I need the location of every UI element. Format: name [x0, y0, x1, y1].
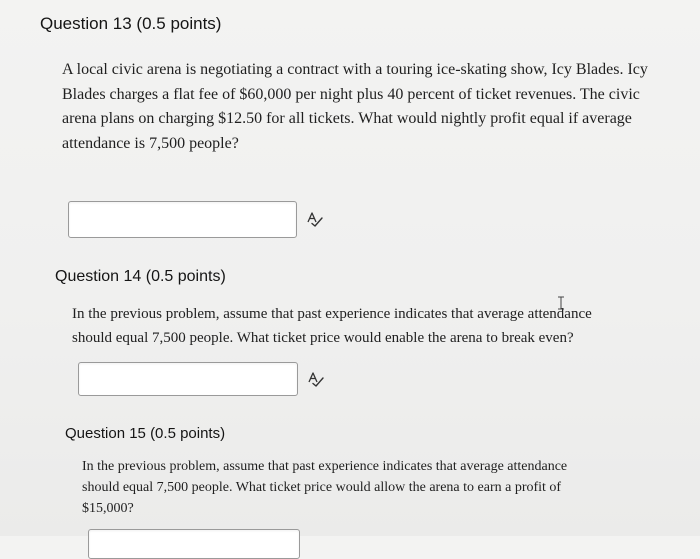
question-13-answer-input[interactable] — [68, 201, 297, 238]
question-text-line: In the previous problem, assume that past experience indicates that average attendance — [72, 306, 592, 322]
question-13-heading — [40, 14, 221, 34]
question-15-answer-input[interactable] — [88, 529, 300, 559]
question-points: (0.5 points) — [150, 425, 226, 442]
question-text-line: should equal 7,500 people. What ticket price would allow the arena to earn a profit of — [82, 480, 562, 495]
question-text-line: $15,000? — [82, 501, 134, 516]
question-text-line: should equal 7,500 people. What ticket price would enable the arena to break even? — [72, 330, 574, 346]
question-text-line: In the previous problem, assume that past experience indicates that average attendance — [82, 459, 568, 474]
text-cursor-icon — [557, 296, 565, 310]
spellcheck-icon[interactable] — [307, 371, 325, 387]
question-text-line: Blades charges a flat fee of $60,000 per night plus 40 percent of ticket revenues. The civic — [62, 85, 640, 103]
question-text-line: arena plans on charging $12.50 for all tickets. What would nightly profit equal if average — [62, 110, 632, 127]
question-14-answer-input[interactable] — [78, 362, 298, 396]
question-number: Question 13 — [40, 14, 132, 33]
question-number: Question 14 — [55, 268, 142, 285]
question-points: (0.5 points) — [145, 268, 226, 285]
question-13-text — [62, 58, 682, 156]
question-text-line: A local civic arena is negotiating a contract with a touring ice-skating show, Icy Blades. Icy — [62, 61, 648, 78]
spellcheck-icon[interactable] — [306, 211, 324, 227]
question-points: (0.5 points) — [136, 14, 222, 33]
question-text-line: attendance is 7,500 people? — [62, 134, 239, 152]
question-15-heading — [65, 425, 225, 442]
question-14-text — [72, 302, 672, 350]
question-number: Question 15 — [65, 425, 146, 442]
question-14-heading — [55, 268, 226, 286]
question-15-text — [82, 456, 672, 519]
